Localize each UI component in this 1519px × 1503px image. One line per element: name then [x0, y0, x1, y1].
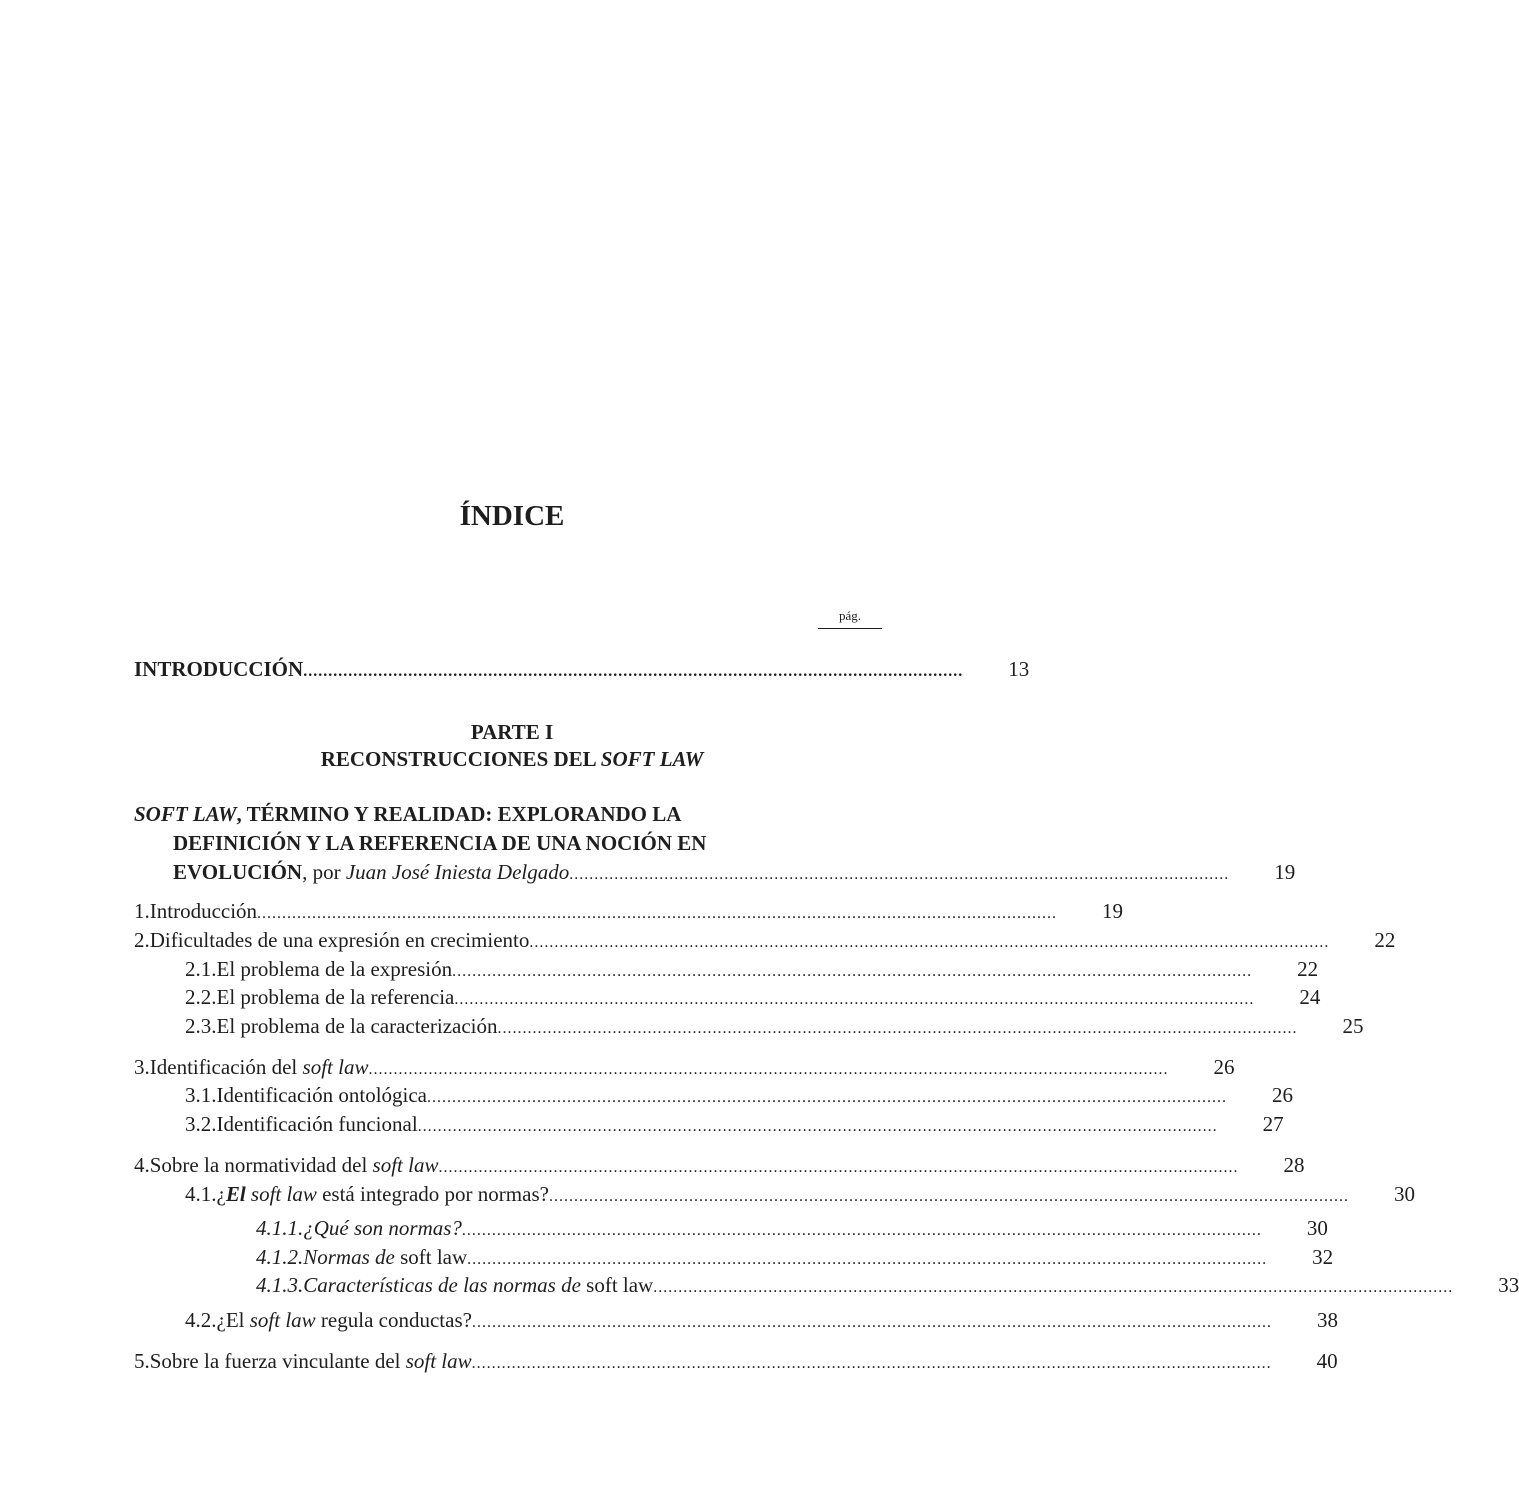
entry-page: 28 — [1283, 1153, 1305, 1177]
chapter-author: Juan José Iniesta Delgado — [345, 860, 570, 884]
toc-entry[interactable] — [185, 1081, 1294, 1112]
toc-entry[interactable] — [134, 1053, 1235, 1084]
dot-leader: ................................................................................................................................................................ — [438, 1159, 1239, 1176]
chapter-por: , por — [302, 860, 346, 884]
toc-entry-introduction[interactable] — [134, 655, 1030, 686]
entry-label-part: soft law — [586, 1273, 654, 1297]
entry-number: 2.2. — [185, 985, 217, 1009]
entry-label-part: está integrado por normas? — [316, 1182, 549, 1206]
entry-label — [150, 1151, 439, 1179]
entry-label — [217, 1012, 498, 1040]
dot-leader: ................................................................................................................................................................ — [454, 991, 1255, 1008]
entry-label-part: ¿ — [216, 1182, 226, 1206]
entry-number: 2.3. — [185, 1014, 217, 1038]
part-title-text: RECONSTRUCCIONES DEL — [320, 747, 601, 771]
entry-page: 27 — [1262, 1112, 1284, 1136]
dot-leader: ................................................................................................................................................................ — [452, 963, 1253, 980]
entry-label — [217, 983, 455, 1011]
chapter-line-1 — [134, 800, 882, 829]
entry-page: 38 — [1316, 1308, 1338, 1332]
entry-page: 26 — [1213, 1055, 1235, 1079]
entry-label-part: Identificación ontológica — [216, 1083, 428, 1107]
dot-leader: ................................................................................................................................................................ — [653, 1279, 1454, 1296]
entry-number: 4. — [134, 1153, 150, 1177]
dot-leader: ................................................................................................................................................................ — [497, 1020, 1298, 1037]
part-title-italic: SOFT LAW — [600, 747, 704, 771]
entry-label — [150, 926, 530, 954]
chapter-heading[interactable] — [134, 800, 1296, 889]
entry-label — [303, 1214, 462, 1242]
entry-label — [303, 1271, 653, 1299]
entry-label — [150, 1053, 369, 1081]
toc-entry[interactable] — [185, 1110, 1284, 1141]
entry-label-part: El problema de la expresión — [216, 957, 453, 981]
entry-page: 30 — [1393, 1182, 1415, 1206]
chapter-line-1-italic: SOFT LAW — [134, 802, 237, 826]
entry-label-part: Dificultades de una expresión en crecimiento — [149, 928, 530, 952]
chapter-line-1-rest: , TÉRMINO Y REALIDAD: EXPLORANDO LA — [236, 802, 682, 826]
part-number: PARTE I — [470, 720, 554, 744]
dot-leader: ................................................................................................................................................................ — [467, 1251, 1268, 1268]
entry-number: 4.1.1. — [256, 1216, 304, 1240]
entry-label-part: regula conductas? — [315, 1308, 472, 1332]
entry-label — [217, 1081, 428, 1109]
entry-label — [150, 897, 257, 925]
dot-leader: ................................................................................................................................................................ — [427, 1089, 1228, 1106]
entry-number: 1. — [134, 899, 150, 923]
entry-page: 22 — [1297, 957, 1319, 981]
entry-label-part: El — [225, 1182, 246, 1206]
entry-number: 2.1. — [185, 957, 217, 981]
entry-label-part: Normas de — [303, 1245, 401, 1269]
toc-entry[interactable] — [185, 955, 1319, 986]
entry-label-part: soft law — [400, 1245, 468, 1269]
entry-label — [217, 955, 453, 983]
entry-label — [217, 1110, 418, 1138]
entry-label-part: Identificación del — [149, 1055, 303, 1079]
page-column-label: pág. — [818, 608, 882, 629]
entry-number: 5. — [134, 1349, 150, 1373]
chapter-line-2: DEFINICIÓN Y LA REFERENCIA DE UNA NOCIÓN EN — [173, 831, 707, 855]
dot-leader: .................................................................................................................................... — [303, 663, 964, 680]
entry-label — [217, 1180, 549, 1208]
entry-label-part: ¿El — [216, 1308, 250, 1332]
entry-label-part: El problema de la caracterización — [216, 1014, 498, 1038]
entry-number: 3.1. — [185, 1083, 217, 1107]
chapter-line-3 — [134, 858, 1296, 889]
toc-entry[interactable] — [185, 983, 1321, 1014]
dot-leader: ................................................................................................................................................................ — [529, 934, 1330, 951]
entry-label-part: Sobre la normatividad del — [149, 1153, 373, 1177]
dot-leader: ................................................................................................................................................................ — [257, 905, 1058, 922]
dot-leader: .................................................................................................................................... — [569, 866, 1230, 883]
entry-label-part: ¿Qué son normas? — [303, 1216, 462, 1240]
chapter-line-3-bold: EVOLUCIÓN — [173, 860, 303, 884]
toc-entry[interactable] — [185, 1012, 1364, 1043]
entry-page: 19 — [1102, 899, 1124, 923]
entry-label-part: soft law — [245, 1182, 317, 1206]
entry-page: 30 — [1306, 1216, 1328, 1240]
dot-leader: ................................................................................................................................................................ — [548, 1188, 1349, 1205]
entry-label-part: Características de las normas de — [303, 1273, 587, 1297]
chapter-page: 19 — [1274, 860, 1296, 884]
entry-label: INTRODUCCIÓN — [134, 657, 304, 681]
entry-page: 32 — [1312, 1245, 1334, 1269]
entry-label-part: soft law — [302, 1055, 369, 1079]
entry-page: 26 — [1272, 1083, 1294, 1107]
dot-leader: ................................................................................................................................................................ — [368, 1061, 1169, 1078]
entry-label — [217, 1306, 472, 1334]
entry-number: 3. — [134, 1055, 150, 1079]
entry-label — [303, 1243, 467, 1271]
entry-number: 4.1.2. — [256, 1245, 304, 1269]
toc-entry[interactable] — [185, 1180, 1415, 1211]
entry-label-part: soft law — [249, 1308, 316, 1332]
page-title: ÍNDICE — [459, 500, 565, 532]
entry-label-part: soft law — [372, 1153, 439, 1177]
entry-number: 3.2. — [185, 1112, 217, 1136]
entry-page: 33 — [1498, 1273, 1519, 1297]
toc-entry[interactable] — [134, 1347, 1338, 1378]
toc-entry[interactable] — [134, 897, 1124, 928]
entry-label-part: Sobre la fuerza vinculante del — [149, 1349, 406, 1373]
entry-page: 24 — [1299, 985, 1321, 1009]
entry-page: 25 — [1342, 1014, 1364, 1038]
toc-entry[interactable] — [185, 1306, 1338, 1337]
entry-page: 22 — [1374, 928, 1396, 952]
entry-label-part: soft law — [405, 1349, 472, 1373]
entry-number: 4.2. — [185, 1308, 217, 1332]
entry-label-part: Identificación funcional — [216, 1112, 418, 1136]
entry-number: 2. — [134, 928, 150, 952]
part-title — [0, 745, 1024, 774]
dot-leader: ................................................................................................................................................................ — [471, 1355, 1272, 1372]
entry-label — [150, 1347, 472, 1375]
toc-entry[interactable] — [256, 1271, 1519, 1302]
dot-leader: ................................................................................................................................................................ — [461, 1222, 1262, 1239]
entry-label-part: Introducción — [149, 899, 258, 923]
entry-page: 40 — [1316, 1349, 1338, 1373]
toc-entry[interactable] — [134, 1151, 1305, 1182]
entry-page: 13 — [1008, 657, 1030, 681]
entry-number: 4.1.3. — [256, 1273, 304, 1297]
entry-number: 4.1. — [185, 1182, 217, 1206]
entry-label-part: El problema de la referencia — [216, 985, 455, 1009]
dot-leader: ................................................................................................................................................................ — [471, 1314, 1272, 1331]
toc-entry[interactable] — [256, 1214, 1328, 1245]
dot-leader: ................................................................................................................................................................ — [417, 1118, 1218, 1135]
toc-entry[interactable] — [134, 926, 1396, 957]
toc-entry[interactable] — [256, 1243, 1334, 1274]
